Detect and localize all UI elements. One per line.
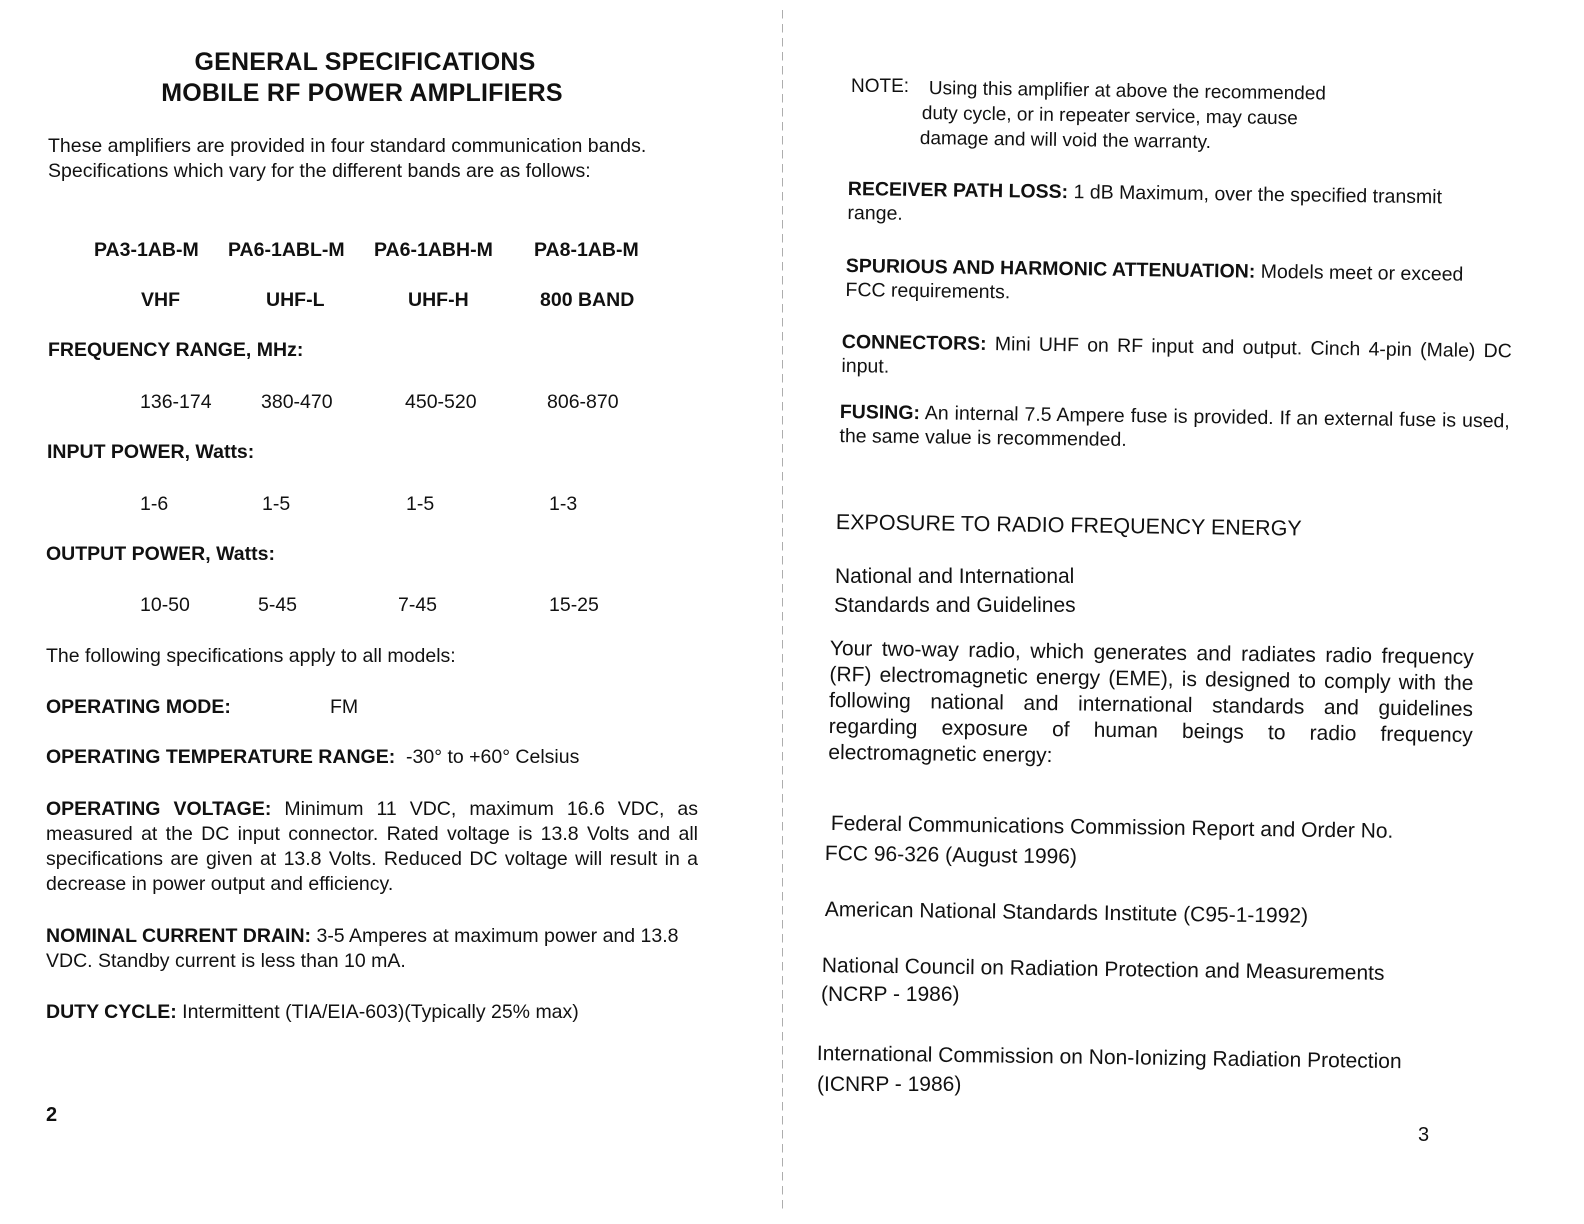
right-page xyxy=(784,0,1584,1224)
fusing-label: FUSING: xyxy=(839,400,921,425)
receiver-label: RECEIVER PATH LOSS: xyxy=(847,177,1069,204)
model-header: PA3-1AB-M xyxy=(94,239,199,261)
connectors-text: Mini UHF on RF input and output. Cinch 4-pin (Male) DC input. xyxy=(841,333,1512,378)
page-fold-line xyxy=(782,10,783,1210)
temperature-label: OPERATING TEMPERATURE RANGE: xyxy=(46,746,396,768)
model-header: PA6-1ABH-M xyxy=(374,239,493,261)
operating-mode-value: FM xyxy=(330,696,359,718)
temperature-value: -30° to +60° Celsius xyxy=(406,746,580,768)
connectors xyxy=(841,330,1512,387)
standard-ncrp-line: National Council on Radiation Protection and Measurements xyxy=(821,954,1385,985)
input-power-label: INPUT POWER, Watts: xyxy=(47,441,255,463)
model-header: PA6-1ABL-M xyxy=(228,239,345,261)
note-label: NOTE: xyxy=(851,76,910,97)
frequency-range-label: FREQUENCY RANGE, MHz: xyxy=(48,339,304,361)
current-drain-paragraph xyxy=(46,924,702,974)
band-header: VHF xyxy=(141,289,180,311)
fusing-text: An internal 7.5 Ampere fuse is provided. If an external fuse is used, the same value is recommended. xyxy=(839,402,1510,452)
input-power-value: 1-5 xyxy=(262,493,291,515)
standard-ansi-line: American National Standards Institute (C95-1-1992) xyxy=(824,898,1309,928)
input-power-value: 1-5 xyxy=(406,493,435,515)
standard-ncrp-line: (NCRP - 1986) xyxy=(821,983,960,1006)
frequency-value: 450-520 xyxy=(405,391,477,413)
standard-icnirp-line: International Commission on Non-Ionizing Radiation Protection xyxy=(816,1042,1402,1074)
input-power-value: 1-3 xyxy=(549,493,578,515)
frequency-value: 136-174 xyxy=(140,391,212,413)
frequency-value: 380-470 xyxy=(261,391,333,413)
band-header: UHF-H xyxy=(408,289,469,311)
page-number-right: 3 xyxy=(1418,1124,1430,1146)
duty-text: Intermittent (TIA/EIA-603)(Typically 25% max) xyxy=(182,1001,579,1023)
page-title-line2: MOBILE RF POWER AMPLIFIERS xyxy=(161,79,563,107)
input-power-value: 1-6 xyxy=(140,493,169,515)
standard-icnirp-line: (ICNRP - 1986) xyxy=(817,1073,962,1096)
note-line: Using this amplifier at above the recommended xyxy=(928,78,1327,105)
radio-paragraph: Your two-way radio, which generates and radiates radio frequency (RF) electromagnetic energy (EME), is designed to comply with the following national and international standards and guidelines regarding exposure of human beings to radio frequency electromagnetic energy: xyxy=(828,636,1474,768)
output-power-value: 7-45 xyxy=(398,594,438,616)
duty-cycle-line xyxy=(46,1001,579,1024)
note-line: damage and will void the warranty. xyxy=(919,128,1212,154)
operating-voltage-paragraph xyxy=(46,797,698,897)
spurious-attenuation xyxy=(845,254,1506,311)
output-power-value: 10-50 xyxy=(140,594,190,616)
intro-paragraph: These amplifiers are provided in four standard communication bands. Specifications which vary for the different bands are as follows: xyxy=(48,135,647,182)
operating-mode-label: OPERATING MODE: xyxy=(46,696,231,718)
voltage-label: OPERATING VOLTAGE: xyxy=(46,798,272,820)
note-line: duty cycle, or in repeater service, may cause xyxy=(921,103,1298,130)
model-header: PA8-1AB-M xyxy=(534,239,639,261)
page-title-line1: GENERAL SPECIFICATIONS xyxy=(194,48,536,76)
current-text: 3-5 Amperes at maximum power and 13.8 VDC. Standby current is less than 10 mA. xyxy=(46,925,679,972)
spurious-label: SPURIOUS AND HARMONIC ATTENUATION: xyxy=(845,254,1256,283)
operating-temperature xyxy=(46,746,579,769)
left-page xyxy=(0,0,780,1224)
page-number-left: 2 xyxy=(46,1104,58,1126)
exposure-heading: EXPOSURE TO RADIO FREQUENCY ENERGY xyxy=(835,510,1302,541)
output-power-label: OUTPUT POWER, Watts: xyxy=(46,543,275,565)
spurious-text: Models meet or exceed FCC requirements. xyxy=(845,260,1464,304)
standard-fcc-line: Federal Communications Commission Report and Order No. xyxy=(830,812,1394,843)
receiver-path-loss xyxy=(847,177,1488,234)
duty-label: DUTY CYCLE: xyxy=(46,1001,177,1023)
standards-heading-line: National and International xyxy=(835,565,1075,588)
connectors-label: CONNECTORS: xyxy=(841,330,987,356)
fusing xyxy=(839,400,1510,457)
band-header: 800 BAND xyxy=(540,289,635,311)
output-power-value: 15-25 xyxy=(549,594,599,616)
voltage-text: Minimum 11 VDC, maximum 16.6 VDC, as measured at the DC input connector. Rated voltage is 13.8 Volts and all specifications are given at 13.8 Volts. Reduced DC voltage will result in a decrease in power output and efficiency. xyxy=(46,798,698,895)
receiver-text: 1 dB Maximum, over the specified transmit range. xyxy=(847,181,1443,225)
apply-all-text: The following specifications apply to all models: xyxy=(46,645,456,667)
frequency-value: 806-870 xyxy=(547,391,619,413)
output-power-value: 5-45 xyxy=(258,594,298,616)
standard-fcc-line: FCC 96-326 (August 1996) xyxy=(824,842,1078,869)
band-header: UHF-L xyxy=(266,289,325,311)
standards-heading-line: Standards and Guidelines xyxy=(834,594,1076,617)
current-label: NOMINAL CURRENT DRAIN: xyxy=(46,925,312,947)
